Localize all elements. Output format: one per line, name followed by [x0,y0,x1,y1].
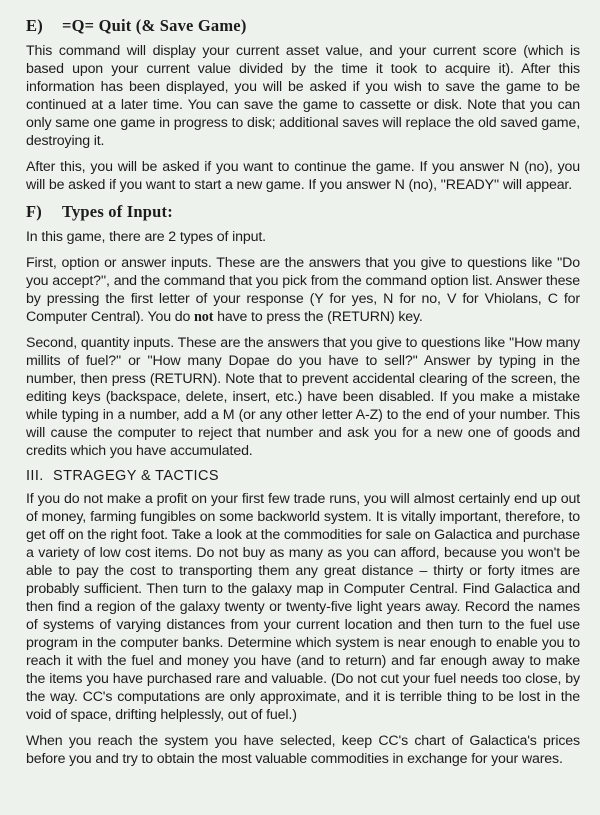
section-f-paragraph-2 [26,254,580,326]
section-f-p2-text-b: have to press the (RETURN) key. [213,309,423,325]
section-e-letter: E) [26,16,43,35]
section-e-heading [26,16,580,36]
section-iii-numeral: III. [26,468,44,484]
section-e-title: =Q= Quit (& Save Game) [62,16,247,35]
section-f-letter: F) [26,202,42,221]
section-iii-paragraph-1: If you do not make a profit on your first few trade runs, you will almost certainly end up out of money, farming fungibles on some backworld system. It is vitally important, therefore, to get off on the right foot. Take a look at the commodities for sale on Galactica and purchase a variety of low cost items. Do not buy as many as you can afford, because you won't be able to pay the cost to transporting them any great distance – thirty or forty itmes are probably sufficient. Then turn to the galaxy map in Computer Central. Find Galactica and then find a region of the galaxy twenty or twenty-five light years away. Record the names of systems of varying distances from your current location and then turn to the fuel use program in the computer banks. Determine which system is near enough to enable you to reach it with the fuel and money you have (and to return) and far enough away to make the items you have purchased rare and valuable. (Do not cut your fuel needs too close, by the way. CC's computations are only approximate, and it is terrible thing to be lost in the void of space, drifting helplessly, out of fuel.) [26,491,580,723]
section-e-paragraph-2: After this, you will be asked if you want to continue the game. If you answer N (no), you will be asked if you want to start a new game. If you answer N (no), ''READY'' will appear. [26,159,580,193]
section-f-p2-bold: not [194,309,214,325]
section-iii-title: STRAGEGY & TACTICS [53,468,219,484]
section-f-intro: In this game, there are 2 types of input. [26,229,266,245]
section-f-p2-text-a: First, option or answer inputs. These are the answers that you give to questions like ''Do you accept?'', and the command that you pick from the command option list. Answer these by pressing the first letter of your response (Y for yes, N for no, V for Vhiolans, C for Computer Central). You do [26,255,580,325]
section-f-title: Types of Input: [62,202,173,221]
section-f-heading [26,202,580,222]
section-iii-paragraph-2: When you reach the system you have selected, keep CC's chart of Galactica's prices before you and try to obtain the most valuable commodities in exchange for your wares. [26,733,580,767]
section-f-paragraph-3: Second, quantity inputs. These are the answers that you give to questions like ''How many millits of fuel?'' or ''How many Dopae do you have to sell?'' Answer by typing in the number, then press (RETURN). Note that to prevent accidental clearing of the screen, the editing keys (backspace, delete, insert, etc.) have been disabled. If you make a mistake while typing in a number, add a M (or any other letter A-Z) to the end of your number. This will cause the computer to reject that number and ask you for a new one of goods and credits which you have accumulated. [26,335,580,459]
section-iii-heading [26,468,580,484]
section-e-paragraph-1: This command will display your current asset value, and your current score (which is based upon your current value divided by the time it took to acquire it). After this information has been displayed, you will be asked if you wish to save the game to be continued at a later time. You can save the game to cassette or disk. Note that you can only same one game in progress to disk; additional saves will replace the old saved game, destroying it. [26,43,580,149]
